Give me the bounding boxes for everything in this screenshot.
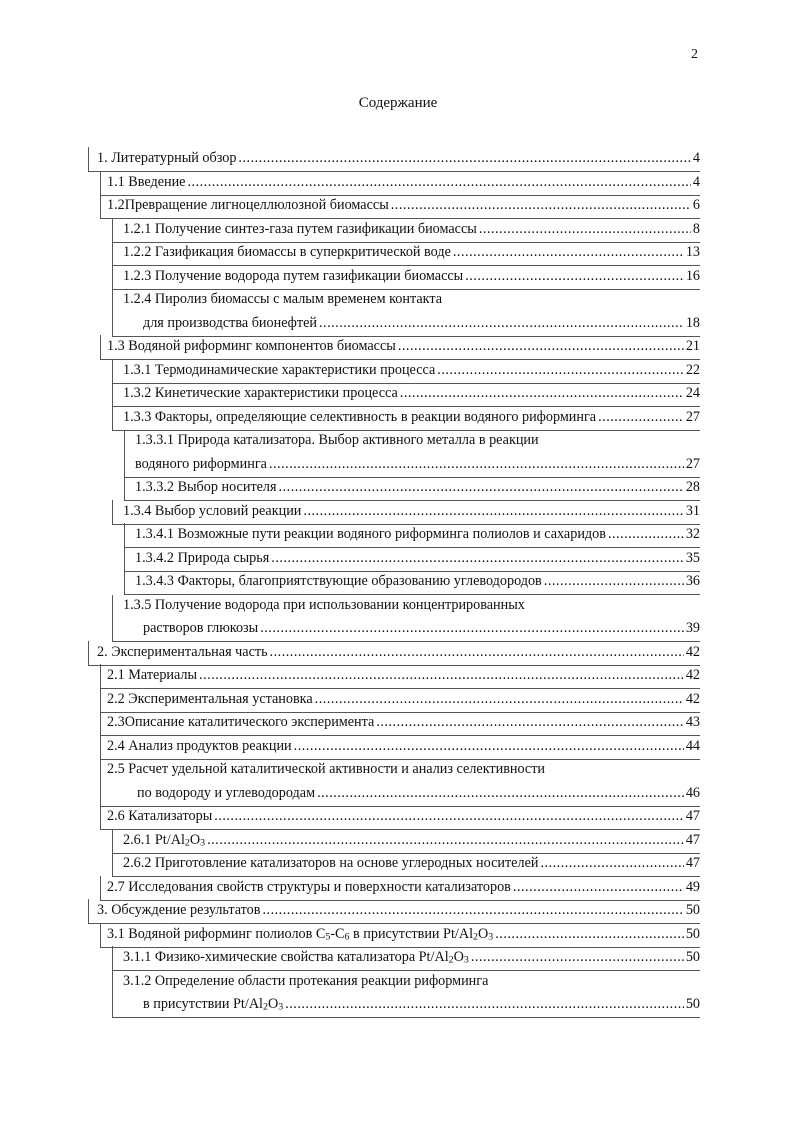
toc-entry-title: 2.5 Расчет удельной каталитической активности и анализ селективности: [107, 761, 546, 777]
toc-entry: [88, 241, 700, 263]
page-number: 2: [691, 47, 698, 62]
toc-entry-page: 39: [685, 620, 700, 636]
toc-leader-dots: [285, 993, 684, 1015]
toc-entry-page: 42: [685, 667, 700, 683]
toc-entry-title: 1.3.5 Получение водорода при использовании концентрированных: [123, 596, 525, 613]
toc-entry: [88, 570, 700, 592]
toc-entry-title: 2.2 Экспериментальная установка: [107, 690, 313, 707]
toc-entry-title: 1.3.3 Факторы, определяющие селективность в реакции водяного риформинга: [123, 408, 597, 425]
toc-entry-title: 1.2.2 Газификация биомассы в суперкритической воде: [123, 244, 451, 260]
toc-leader-dots: [437, 359, 684, 381]
toc-entry: [88, 664, 700, 686]
toc-entry-title: водяного риформинга: [135, 455, 267, 472]
toc-entry-page: 32: [685, 526, 700, 542]
toc-entry: [88, 359, 700, 381]
toc-entry-title: 1.3.3.1 Природа катализатора. Выбор активного металла в реакции: [135, 432, 539, 448]
toc-entry-page: 50: [685, 925, 700, 942]
toc-entry-title: 1.3.1 Термодинамические характеристики процесса: [123, 361, 436, 378]
toc-entry-title: 2.7 Исследования свойств структуры и поверхности катализаторов: [107, 878, 511, 895]
toc-title: Содержание: [358, 95, 438, 111]
toc-entry-title: 1.2.4 Пиролиз биомассы с малым временем контакта: [123, 291, 443, 307]
toc-entry: [88, 805, 700, 827]
toc-entry-title: 1.3.4.2 Природа сырья: [135, 549, 270, 566]
toc-leader-dots: [400, 382, 684, 404]
toc-entry: [88, 829, 700, 851]
toc-leader-dots: [199, 664, 684, 686]
toc-entry-page: 50: [685, 949, 700, 965]
toc-leader-dots: [271, 547, 684, 569]
toc-leader-dots: [479, 218, 691, 240]
toc-entry-title: в присутствии $Pt/Al_2O_3$: [143, 996, 284, 1013]
toc-entry-page: 16: [685, 267, 700, 284]
toc-leader-dots: [471, 946, 684, 968]
toc-entry-title: 1. Литературный обзор: [97, 150, 237, 166]
toc-entry-page: 27: [685, 408, 700, 425]
toc-leader-dots: [269, 453, 684, 475]
toc-entry-title: 1.3.4.3 Факторы, благоприятствующие образованию углеводородов: [135, 573, 542, 589]
toc-entry-page: 13: [685, 244, 700, 260]
toc-entry-title: 1.3.2 Кинетические характеристики процесса: [123, 385, 398, 401]
toc-entry-title: 2.4 Анализ продуктов реакции: [107, 737, 292, 754]
toc-entry: [88, 782, 700, 804]
toc-entry: [88, 406, 700, 428]
toc-entry-title: 1.1 Введение: [107, 173, 186, 190]
toc-leader-dots: [391, 194, 691, 216]
toc-entry-page: 44: [685, 737, 700, 754]
toc-leader-dots: [598, 406, 684, 428]
toc-leader-dots: [495, 923, 684, 945]
toc-entry-page: 31: [685, 502, 700, 519]
toc-leader-dots: [262, 899, 683, 921]
toc-leader-dots: [317, 782, 684, 804]
toc-entry-page: 43: [685, 714, 700, 730]
toc-entry-page: 21: [685, 338, 700, 354]
toc-entry-page: 22: [685, 361, 700, 378]
toc-entry: [88, 688, 700, 710]
toc-leader-dots: [465, 265, 684, 287]
toc-entry: [88, 500, 700, 522]
toc-entry-page: 47: [685, 831, 700, 848]
toc-entry-page: 24: [685, 385, 700, 401]
toc-entry-title: 1.3.4.1 Возможные пути реакции водяного риформинга полиолов и сахаридов: [135, 526, 606, 542]
toc-leader-dots: [260, 617, 684, 639]
toc-entry: [88, 641, 700, 663]
toc-entry-page: 36: [685, 573, 700, 589]
toc-entry-title: 3. Обсуждение результатов: [97, 902, 261, 918]
toc-entry-title: 1.3.3.2 Выбор носителя: [135, 479, 277, 495]
toc-entry: [88, 735, 700, 757]
toc-entry-page: 35: [685, 549, 700, 566]
toc-entry-page: 18: [685, 314, 700, 331]
toc-entry: [88, 876, 700, 898]
toc-entry-title: 3.1 Водяной риформинг полиолов $C_5-C_6$ в присутствии $Pt/Al_2O_3$: [107, 925, 494, 942]
toc-entry-page: 50: [685, 902, 700, 918]
toc-entry: [88, 711, 700, 733]
toc-entry-page: 6: [692, 197, 700, 213]
toc-entry: [88, 993, 700, 1015]
toc-entry-title: 2. Экспериментальная часть: [97, 643, 268, 660]
toc-entry: [88, 194, 700, 216]
toc-entry-page: 47: [685, 855, 700, 871]
toc-entry-title: 2.1 Материалы: [107, 667, 198, 683]
toc-entry: [88, 617, 700, 639]
toc-entry-title: 3.1.1 Физико-химические свойства катализатора $Pt/Al_2O_3$: [123, 949, 469, 966]
toc-entry: [88, 335, 700, 357]
toc-entry-page: 27: [685, 455, 700, 472]
toc-leader-dots: [513, 876, 684, 898]
toc-leader-dots: [187, 171, 690, 193]
toc-entry: [88, 899, 700, 921]
toc-entry-title: 2.6.1 $Pt/Al_2O_3$: [123, 831, 206, 848]
toc-entry-title: растворов глюкозы: [143, 620, 259, 636]
toc-entry-title: для производства бионефтей: [143, 314, 317, 331]
toc-entry-title: 3.1.2 Определение области протекания реакции риформинга: [123, 972, 489, 989]
toc-leader-dots: [315, 688, 684, 710]
toc-entry-title: 1.3.4 Выбор условий реакции: [123, 502, 302, 519]
toc-entry: [88, 923, 700, 945]
toc-entry-page: 47: [685, 808, 700, 824]
toc-leader-dots: [214, 805, 684, 827]
toc-entry-page: 42: [685, 690, 700, 707]
toc-entry: [88, 171, 700, 193]
toc-entry: [88, 852, 700, 874]
toc-entry-title: по водороду и углеводородам: [137, 784, 316, 801]
toc-leader-dots: [238, 147, 690, 169]
toc-entry: [88, 946, 700, 968]
toc-entry-page: 50: [685, 996, 700, 1012]
toc-leader-dots: [453, 241, 684, 263]
toc-leader-dots: [376, 711, 683, 733]
toc-entry: [88, 218, 700, 240]
toc-leader-dots: [540, 852, 683, 874]
toc-entry-title: 2.3Описание каталитического эксперимента: [107, 714, 375, 730]
toc-entry-page: 46: [685, 784, 700, 801]
table-of-contents: [88, 147, 700, 1015]
toc-leader-dots: [608, 523, 684, 545]
toc-entry: [88, 147, 700, 169]
toc-entry: [88, 523, 700, 545]
toc-leader-dots: [398, 335, 684, 357]
toc-entry: [88, 312, 700, 334]
toc-leader-dots: [207, 829, 684, 851]
toc-entry: [88, 453, 700, 475]
toc-entry-page: 49: [685, 878, 700, 895]
toc-entry-title: 2.6 Катализаторы: [107, 808, 213, 824]
toc-entry: [88, 547, 700, 569]
toc-leader-dots: [303, 500, 683, 522]
toc-leader-dots: [279, 476, 684, 498]
toc-entry-title: 1.2.1 Получение синтез-газа путем газификации биомассы: [123, 220, 477, 237]
toc-leader-dots: [294, 735, 684, 757]
toc-leader-dots: [319, 312, 684, 334]
toc-entry-page: 28: [685, 479, 700, 495]
toc-entry-page: 4: [692, 150, 700, 166]
toc-leader-dots: [270, 641, 684, 663]
toc-entry-title: 1.2Превращение лигноцеллюлозной биомассы: [107, 197, 389, 213]
toc-entry: [88, 265, 700, 287]
toc-entry-title: 2.6.2 Приготовление катализаторов на основе углеродных носителей: [123, 855, 539, 871]
toc-entry-page: 42: [685, 643, 700, 660]
toc-entry-page: 8: [692, 220, 700, 237]
toc-entry-title: 1.3 Водяной риформинг компонентов биомассы: [107, 338, 396, 354]
toc-entry-page: 4: [692, 173, 700, 190]
toc-entry: [88, 382, 700, 404]
toc-entry-title: 1.2.3 Получение водорода путем газификации биомассы: [123, 267, 464, 284]
toc-leader-dots: [544, 570, 684, 592]
toc-entry: [88, 476, 700, 498]
